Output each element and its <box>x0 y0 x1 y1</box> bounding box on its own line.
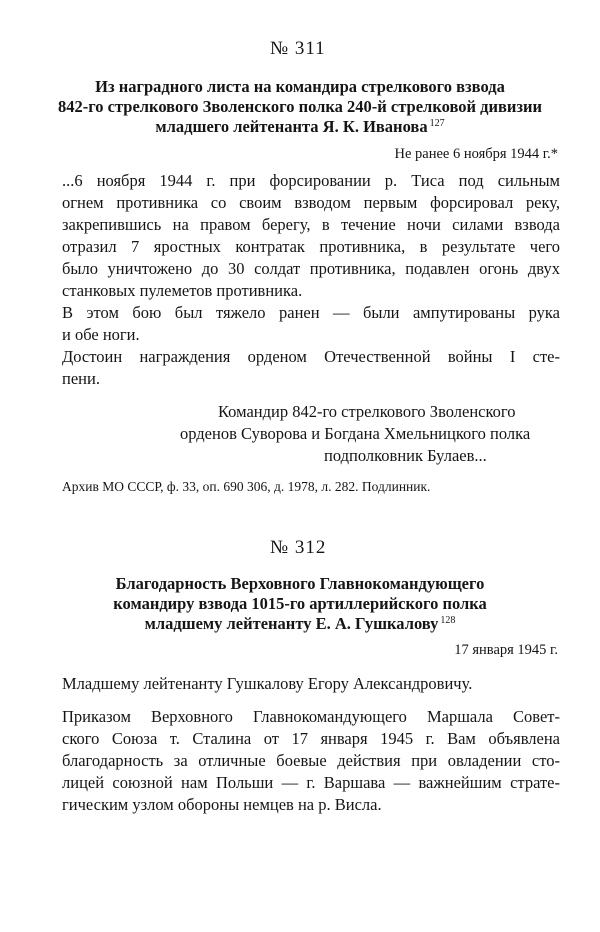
doc-311-title-line-2: 842-го стрелкового Зволенского полка 240-й стрелковой дивизии <box>57 97 543 116</box>
doc-312-body-line-2: ского Союза т. Сталина от 17 января 1945 г. Вам объявлена <box>62 729 560 748</box>
doc-312-body-line-4: лицей союзной нам Польши — г. Варшава — важнейшим страте- <box>62 773 560 792</box>
doc-311-body-line-3: закрепившись на правом берегу, в течение ночи силами взвода <box>62 215 560 234</box>
doc-311-body-line-1: ...6 ноября 1944 г. при форсировании р. Тиса под сильным <box>62 171 560 190</box>
doc-311-date: Не ранее 6 ноября 1944 г.* <box>394 146 558 162</box>
doc-311-title-line-1: Из наградного листа на командира стрелкового взвода <box>95 77 505 96</box>
doc-312-number: № 312 <box>270 537 327 558</box>
doc-312-title-line-1: Благодарность Верховного Главнокомандующего <box>115 574 485 593</box>
doc-311-title-note: 127 <box>429 117 445 129</box>
doc-311-number: № 311 <box>270 38 326 59</box>
doc-311-body-line-9: Достоин награждения орденом Отечественной войны I сте- <box>62 347 560 366</box>
doc-311-body-line-10: пени. <box>62 369 100 388</box>
doc-312-addressee: Младшему лейтенанту Гушкалову Егору Александровичу. <box>62 674 473 693</box>
doc-311-body-line-2: огнем противника со своим взводом первым форсировал реку, <box>62 193 560 212</box>
doc-311-body-line-8: и обе ноги. <box>62 325 140 344</box>
doc-311-signature-line-3: подполковник Булаев... <box>324 446 487 465</box>
doc-311-signature-line-1: Командир 842-го стрелкового Зволенского <box>218 402 516 421</box>
doc-311-body-line-7: В этом бою был тяжело ранен — были ампутированы рука <box>62 303 560 322</box>
doc-312-title-line-3 <box>0 614 600 634</box>
doc-311-title-line-3 <box>0 117 600 137</box>
doc-312-title-note: 128 <box>440 614 456 626</box>
doc-312-body-line-5: гическим узлом обороны немцев на р. Висла. <box>62 795 382 814</box>
doc-311-source: Архив МО СССР, ф. 33, оп. 690 306, д. 1978, л. 282. Подлинник. <box>62 479 431 494</box>
doc-312-title-line-3-text: младшему лейтенанту Е. А. Гушкалову <box>144 614 439 633</box>
doc-312-body-line-1: Приказом Верховного Главнокомандующего Маршала Совет- <box>62 707 560 726</box>
doc-311-body-line-4: отразил 7 яростных контратак противника, в результате чего <box>62 237 560 256</box>
doc-312-body-line-3: благодарность за отличные боевые действия при овладении сто- <box>62 751 560 770</box>
doc-312-date: 17 января 1945 г. <box>454 642 558 658</box>
doc-312-title-line-2: командиру взвода 1015-го артиллерийского полка <box>113 594 487 613</box>
doc-311-body-line-6: станковых пулеметов противника. <box>62 281 303 300</box>
doc-311-body-line-5: было уничтожено до 30 солдат противника, подавлен огонь двух <box>62 259 560 278</box>
doc-311-title-line-3-text: младшего лейтенанта Я. К. Иванова <box>155 117 428 136</box>
doc-311-signature-line-2: орденов Суворова и Богдана Хмельницкого полка <box>180 424 531 443</box>
